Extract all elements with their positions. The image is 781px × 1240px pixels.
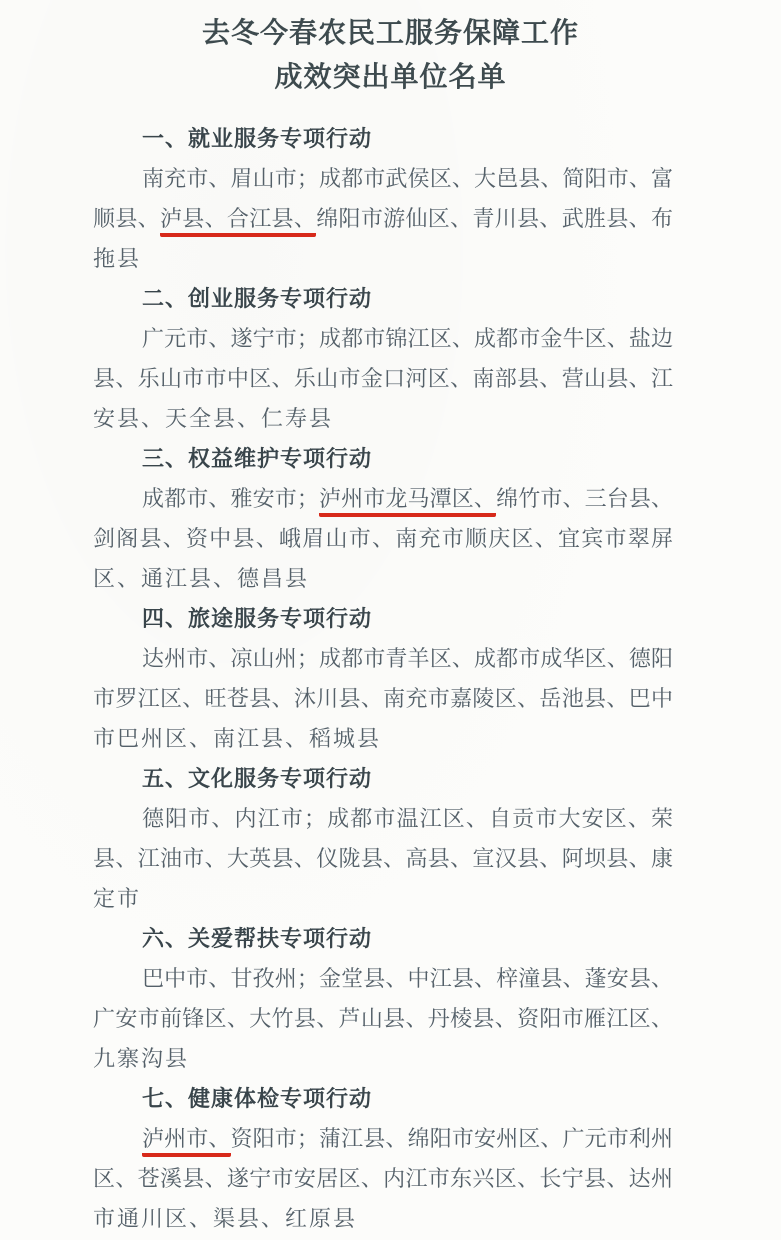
- text-segment: 市巴州区、南江县、稻城县: [93, 726, 382, 751]
- list-line: [93, 159, 673, 199]
- section-rights-protection: [93, 439, 673, 599]
- text-segment: 市罗江区、旺苍县、沐川县、南充市嘉陵区、岳池县、巴中: [93, 686, 673, 711]
- red-underline-mark: 泸州市龙马潭区、: [319, 486, 496, 517]
- red-underline-mark: 泸县、合江县、: [160, 206, 316, 237]
- list-line: [93, 1159, 673, 1199]
- list-line: [93, 1119, 673, 1159]
- list-line: [93, 559, 673, 599]
- red-underline-mark: 泸州市、: [142, 1126, 231, 1157]
- text-segment: 定市: [93, 886, 142, 911]
- text-segment: 资阳市；蒲江县、绵阳市安州区、广元市利州: [230, 1126, 673, 1151]
- text-segment: 市通川区、渠县、红原县: [93, 1206, 358, 1231]
- list-line: [93, 199, 673, 239]
- list-line: [93, 639, 673, 679]
- section-startup-service: [93, 279, 673, 439]
- list-line: [93, 319, 673, 359]
- text-segment: 德阳市、内江市；成都市温江区、自贡市大安区、荣: [142, 806, 673, 831]
- list-line: [93, 479, 673, 519]
- list-line: [93, 799, 673, 839]
- list-line: [93, 719, 673, 759]
- text-segment: 成都市、雅安市；: [142, 486, 319, 511]
- text-segment: 顺县、: [93, 206, 160, 231]
- section-heading: 二、创业服务专项行动: [142, 286, 373, 311]
- text-segment: 安县、天全县、仁寿县: [93, 406, 334, 431]
- list-line: [93, 519, 673, 559]
- text-segment: 县、乐山市市中区、乐山市金口河区、南部县、营山县、江: [93, 366, 673, 391]
- list-line: [93, 359, 673, 399]
- text-segment: 绵阳市游仙区、青川县、武胜县、布: [316, 206, 673, 231]
- text-segment: 区、苍溪县、遂宁市安居区、内江市东兴区、长宁县、达州: [93, 1166, 673, 1191]
- text-segment: 南充市、眉山市；成都市武侯区、大邑县、简阳市、富: [142, 166, 673, 191]
- list-line: [93, 959, 673, 999]
- section-heading: 一、就业服务专项行动: [142, 126, 373, 151]
- section-health-checkup: [93, 1079, 673, 1239]
- section-travel-service: [93, 599, 673, 759]
- list-line: [93, 399, 673, 439]
- list-line: [93, 679, 673, 719]
- text-segment: 广安市前锋区、大竹县、芦山县、丹棱县、资阳市雁江区、: [93, 1006, 673, 1031]
- text-segment: 巴中市、甘孜州；金堂县、中江县、梓潼县、蓬安县、: [142, 966, 673, 991]
- text-segment: 九寨沟县: [93, 1046, 190, 1071]
- section-care-assistance: [93, 919, 673, 1079]
- title-line-2: 成效突出单位名单: [274, 62, 507, 93]
- text-segment: 剑阁县、资中县、峨眉山市、南充市顺庆区、宜宾市翠屏: [93, 526, 673, 551]
- list-line: [93, 999, 673, 1039]
- section-employment-service: [93, 119, 673, 279]
- text-segment: 达州市、凉山州；成都市青羊区、成都市成华区、德阳: [142, 646, 673, 671]
- title-line-1: 去冬今春农民工服务保障工作: [201, 18, 579, 49]
- section-heading: 五、文化服务专项行动: [142, 766, 373, 791]
- text-segment: 区、通江县、德昌县: [93, 566, 310, 591]
- list-line: [93, 239, 673, 279]
- section-culture-service: [93, 759, 673, 919]
- text-segment: 绵竹市、三台县、: [496, 486, 673, 511]
- section-heading: 六、关爱帮扶专项行动: [142, 926, 373, 951]
- list-line: [93, 1199, 673, 1239]
- text-segment: 县、江油市、大英县、仪陇县、高县、宣汉县、阿坝县、康: [93, 846, 673, 871]
- list-line: [93, 879, 673, 919]
- list-line: [93, 1039, 673, 1079]
- text-segment: 广元市、遂宁市；成都市锦江区、成都市金牛区、盐边: [142, 326, 673, 351]
- section-heading: 七、健康体检专项行动: [142, 1086, 373, 1111]
- document-body: [93, 119, 673, 1239]
- document-title: [0, 0, 781, 100]
- list-line: [93, 839, 673, 879]
- text-segment: 拖县: [93, 246, 142, 271]
- section-heading: 三、权益维护专项行动: [142, 446, 373, 471]
- section-heading: 四、旅途服务专项行动: [142, 606, 373, 631]
